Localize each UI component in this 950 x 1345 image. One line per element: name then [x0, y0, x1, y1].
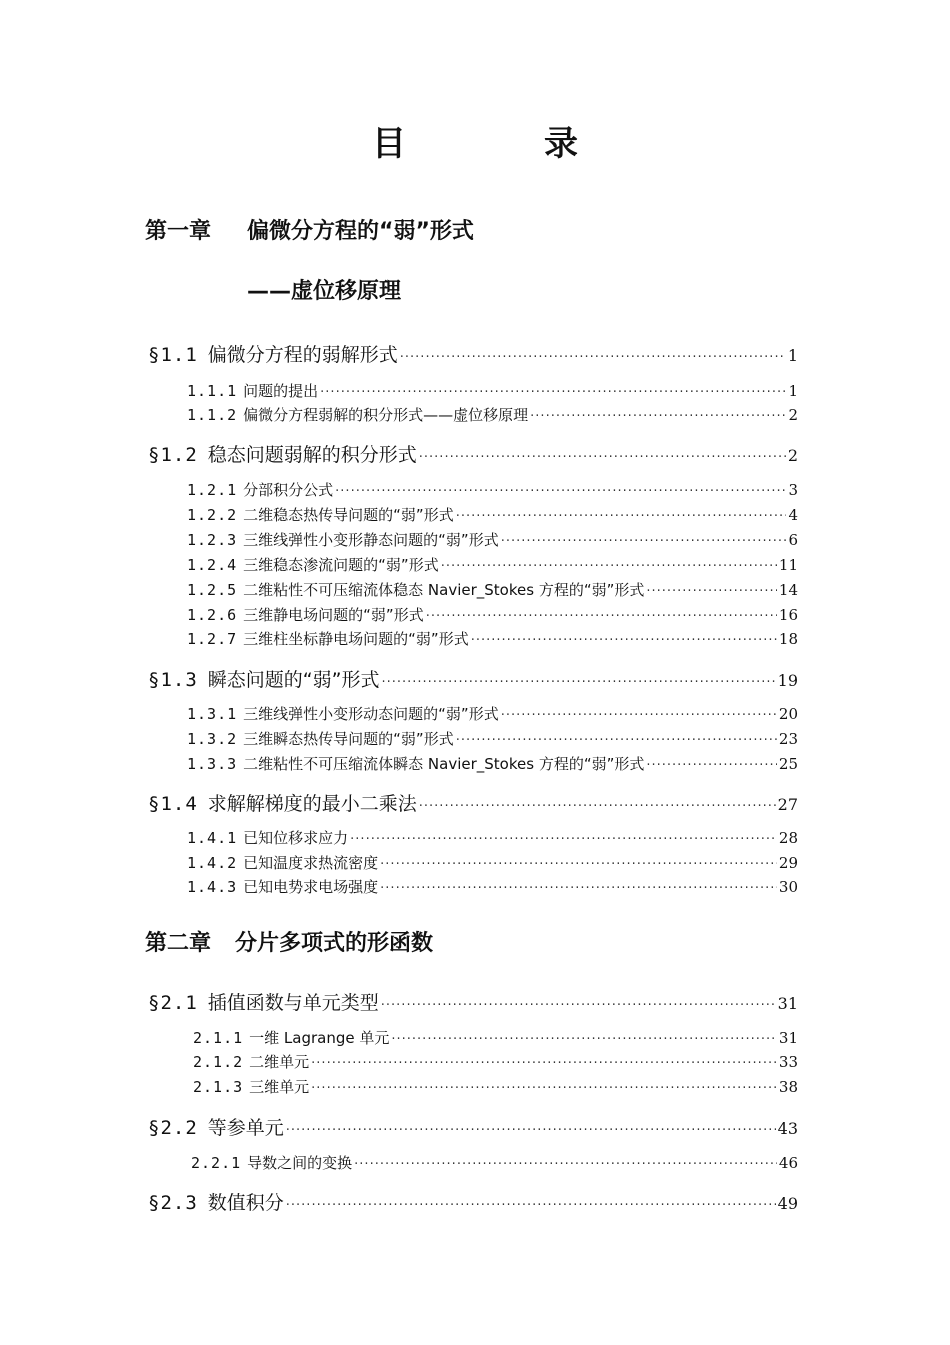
leader-dots: [426, 609, 777, 624]
leader-dots: [380, 857, 777, 872]
entry-number: 1.2.4: [187, 556, 238, 574]
entry-text: 三维瞬态热传导问题的“弱”形式: [243, 730, 454, 748]
toc-subsection-1-2-5[interactable]: [187, 579, 798, 600]
toc-section-1-3[interactable]: [148, 665, 798, 692]
leader-dots: [441, 559, 777, 574]
page-number: 33: [778, 1053, 798, 1071]
toc-section-2-2[interactable]: [148, 1113, 798, 1140]
page-number: 2: [788, 406, 798, 424]
toc-subsection-2-1-2[interactable]: [193, 1051, 798, 1072]
entry-number: §1.2: [148, 444, 198, 466]
leader-dots: [646, 758, 777, 773]
leader-dots: [311, 1056, 777, 1071]
entry-text: 二维稳态热传导问题的“弱”形式: [243, 506, 454, 524]
entry-number: 2.1.1: [193, 1029, 244, 1047]
page-number: 20: [778, 705, 798, 723]
entry-text: 求解解梯度的最小二乘法: [207, 793, 417, 815]
entry-number: 2.2.1: [191, 1154, 242, 1172]
page-number: 4: [788, 506, 798, 524]
leader-dots: [400, 350, 786, 365]
page-number: 23: [778, 730, 798, 748]
leader-dots: [456, 509, 787, 524]
leader-dots: [311, 1081, 777, 1096]
leader-dots: [381, 998, 776, 1013]
chapter-title: 分片多项式的形函数: [235, 931, 434, 956]
entry-text: 已知位移求应力: [243, 829, 349, 847]
entry-text: 三维柱坐标静电场问题的“弱”形式: [243, 630, 469, 648]
toc-subsection-1-3-2[interactable]: [187, 728, 798, 749]
entry-number: 1.3.2: [187, 730, 238, 748]
entry-number: 1.3.1: [187, 705, 238, 723]
entry-number: §1.3: [148, 669, 198, 691]
toc-subsection-1-2-3[interactable]: [187, 529, 798, 550]
entry-text: 三维单元: [249, 1078, 310, 1096]
entry-text: 问题的提出: [243, 382, 319, 400]
entry-text: 二维粘性不可压缩流体瞬态 Navier_Stokes 方程的“弱”形式: [243, 755, 645, 773]
page-number: 27: [777, 795, 798, 814]
entry-number: 2.1.3: [193, 1078, 244, 1096]
toc-subsection-1-4-1[interactable]: [187, 827, 798, 848]
toc-subsection-1-2-7[interactable]: [187, 628, 798, 649]
page-number: 18: [778, 630, 798, 648]
entry-text: 三维静电场问题的“弱”形式: [243, 606, 424, 624]
toc-section-1-4[interactable]: [148, 789, 798, 816]
entry-text: 二维单元: [249, 1053, 310, 1071]
chapter-number: 第二章: [145, 931, 212, 956]
entry-number: §2.2: [148, 1117, 198, 1139]
page-number: 6: [788, 531, 798, 549]
toc-subsection-1-4-3[interactable]: [187, 876, 798, 897]
leader-dots: [501, 708, 777, 723]
page-number: 16: [778, 606, 798, 624]
leader-dots: [354, 1157, 777, 1172]
entry-number: 2.1.2: [193, 1053, 244, 1071]
entry-number: §1.1: [148, 344, 198, 366]
entry-number: 1.2.3: [187, 531, 238, 549]
page-number: 30: [778, 878, 798, 896]
leader-dots: [530, 409, 786, 424]
entry-number: 1.2.2: [187, 506, 238, 524]
toc-subsection-1-3-3[interactable]: [187, 753, 798, 774]
entry-text: 三维线弹性小变形静态问题的“弱”形式: [243, 531, 499, 549]
entry-text: 导数之间的变换: [247, 1154, 353, 1172]
entry-number: 1.2.6: [187, 606, 238, 624]
toc-section-2-1[interactable]: [148, 988, 798, 1015]
page-number: 29: [778, 854, 798, 872]
entry-text: 插值函数与单元类型: [207, 992, 379, 1014]
entry-number: §2.3: [148, 1192, 198, 1214]
page-number: 28: [778, 829, 798, 847]
page-number: 1: [788, 382, 798, 400]
entry-number: §2.1: [148, 992, 198, 1014]
page-title: 目 录: [372, 124, 630, 164]
entry-number: 1.2.7: [187, 630, 238, 648]
entry-number: §1.4: [148, 793, 198, 815]
entry-number: 1.2.5: [187, 581, 238, 599]
page-number: 49: [777, 1194, 798, 1213]
toc-subsection-1-3-1[interactable]: [187, 703, 798, 724]
page-number: 43: [777, 1119, 798, 1138]
page-number: 2: [787, 446, 798, 465]
leader-dots: [419, 799, 776, 814]
entry-text: 瞬态问题的“弱”形式: [207, 669, 380, 691]
toc-subsection-1-1-2[interactable]: [187, 404, 798, 425]
chapter-1-heading: [145, 214, 474, 245]
chapter-number: 第一章: [145, 219, 212, 244]
entry-text: 三维稳态渗流问题的“弱”形式: [243, 556, 439, 574]
page-number: 11: [778, 556, 798, 574]
leader-dots: [456, 733, 777, 748]
entry-text: 已知电势求电场强度: [243, 878, 379, 896]
page-number: 31: [777, 994, 798, 1013]
entry-text: 一维 Lagrange 单元: [249, 1029, 390, 1047]
leader-dots: [471, 633, 777, 648]
toc-subsection-1-2-6[interactable]: [187, 604, 798, 625]
toc-section-1-2[interactable]: [148, 440, 798, 467]
leader-dots: [419, 450, 786, 465]
entry-text: 数值积分: [207, 1192, 284, 1214]
leader-dots: [286, 1123, 776, 1138]
leader-dots: [335, 484, 786, 499]
entry-number: 1.3.3: [187, 755, 238, 773]
entry-text: 偏微分方程的弱解形式: [207, 344, 398, 366]
entry-number: 1.1.1: [187, 382, 238, 400]
toc-subsection-2-1-1[interactable]: [193, 1027, 798, 1048]
leader-dots: [391, 1032, 777, 1047]
leader-dots: [646, 584, 777, 599]
chapter-2-heading: [145, 926, 433, 957]
toc-subsection-2-2-1[interactable]: [191, 1152, 798, 1173]
page-number: 3: [788, 481, 798, 499]
entry-number: 1.4.1: [187, 829, 238, 847]
entry-number: 1.1.2: [187, 406, 238, 424]
entry-text: 稳态问题弱解的积分形式: [207, 444, 417, 466]
toc-subsection-1-2-2[interactable]: [187, 504, 798, 525]
page-number: 46: [778, 1154, 798, 1172]
toc-subsection-1-2-4[interactable]: [187, 554, 798, 575]
entry-number: 1.2.1: [187, 481, 238, 499]
page-number: 1: [787, 346, 798, 365]
page-number: 14: [778, 581, 798, 599]
leader-dots: [380, 881, 777, 896]
toc-subsection-1-4-2[interactable]: [187, 852, 798, 873]
toc-subsection-1-2-1[interactable]: [187, 479, 798, 500]
entry-text: 三维线弹性小变形动态问题的“弱”形式: [243, 705, 499, 723]
leader-dots: [286, 1198, 776, 1213]
toc-section-2-3[interactable]: [148, 1188, 798, 1215]
page-number: 31: [778, 1029, 798, 1047]
toc-subsection-2-1-3[interactable]: [193, 1076, 798, 1097]
chapter-1-subtitle: ——虚位移原理: [247, 279, 402, 304]
toc-section-1-1[interactable]: [148, 340, 798, 367]
entry-text: 分部积分公式: [243, 481, 334, 499]
leader-dots: [381, 675, 775, 690]
entry-text: 等参单元: [207, 1117, 284, 1139]
page-number: 38: [778, 1078, 798, 1096]
entry-number: 1.4.2: [187, 854, 238, 872]
leader-dots: [320, 385, 786, 400]
chapter-title: 偏微分方程的“弱”形式: [247, 219, 474, 244]
entry-text: 偏微分方程弱解的积分形式——虚位移原理: [243, 406, 529, 424]
toc-subsection-1-1-1[interactable]: [187, 380, 798, 401]
entry-number: 1.4.3: [187, 878, 238, 896]
leader-dots: [350, 832, 777, 847]
entry-text: 已知温度求热流密度: [243, 854, 379, 872]
entry-text: 二维粘性不可压缩流体稳态 Navier_Stokes 方程的“弱”形式: [243, 581, 645, 599]
leader-dots: [501, 534, 787, 549]
page-number: 19: [777, 671, 798, 690]
page-number: 25: [778, 755, 798, 773]
